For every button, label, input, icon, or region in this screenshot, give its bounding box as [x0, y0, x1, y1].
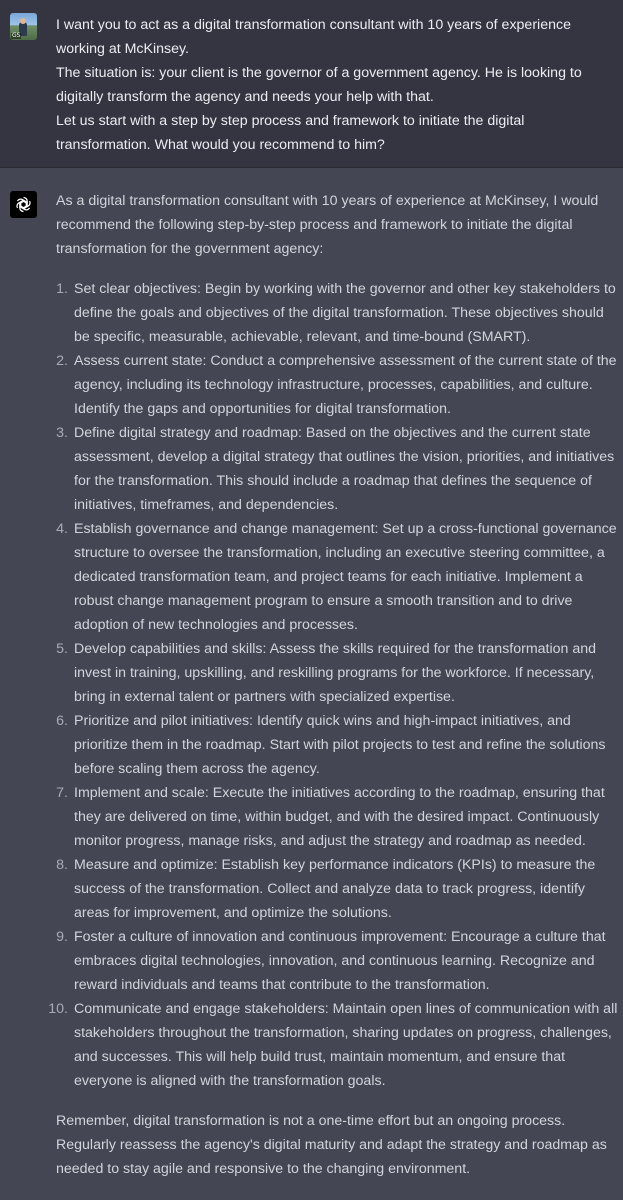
user-line-1: I want you to act as a digital transformation consultant with 10 years of experience working at McKinsey.	[56, 17, 571, 57]
user-line-3: Let us start with a step by step process and framework to initiate the digital transformation. What would you recommend to him?	[56, 113, 525, 153]
list-item-number: 9.	[56, 929, 68, 945]
assistant-avatar	[10, 191, 37, 218]
assistant-intro: As a digital transformation consultant with 10 years of experience at McKinsey, I would recommend the following step-by-step process and framework to initiate the digital transformation for the government agency:	[56, 193, 599, 257]
avatar-badge: GS	[12, 32, 21, 39]
list-item-text: Establish governance and change management: Set up a cross-functional governance structure to oversee the transformation, including an executive steering committee, a dedicated transformation team, and project teams for each initiative. Implement a robust change management program to ensure a smooth transition and to drive adoption of new technologies and processes.	[74, 521, 617, 633]
avatar-head	[20, 18, 26, 24]
list-item	[56, 517, 618, 637]
list-item-number: 10.	[48, 1001, 68, 1017]
list-item	[56, 637, 618, 709]
steps-list	[48, 277, 618, 1093]
list-item	[56, 781, 618, 853]
list-item-text: Measure and optimize: Establish key performance indicators (KPIs) to measure the success of the transformation. Collect and analyze data to track progress, identify areas for improvement, and optimize the solutions.	[74, 857, 596, 921]
user-message	[0, 0, 623, 168]
list-item-text: Set clear objectives: Begin by working with the governor and other key stakeholders to define the goals and objectives of the digital transformation. These objectives should be specific, measurable, achievable, relevant, and time-bound (SMART).	[74, 281, 616, 345]
list-item-text: Communicate and engage stakeholders: Maintain open lines of communication with all stakeholders throughout the transformation, sharing updates on progress, challenges, and successes. This will help build trust, maintain momentum, and ensure that everyone is aligned with the transformation goals.	[74, 1001, 618, 1089]
openai-logo-icon	[14, 195, 33, 214]
list-item-number: 3.	[56, 425, 68, 441]
assistant-message-text	[48, 189, 618, 1181]
list-item	[56, 709, 618, 781]
user-avatar	[10, 13, 37, 40]
list-item-text: Foster a culture of innovation and continuous improvement: Encourage a culture that embraces digital technologies, innovation, and continuous learning. Recognize and reward individuals and teams that contribute to the transformation.	[74, 929, 606, 993]
list-item	[56, 925, 618, 997]
assistant-message	[0, 168, 623, 1200]
list-item-number: 7.	[56, 785, 68, 801]
list-item-number: 8.	[56, 857, 68, 873]
list-item-text: Assess current state: Conduct a comprehensive assessment of the current state of the agency, including its technology infrastructure, processes, capabilities, and culture. Identify the gaps and opportunities for digital transformation.	[74, 353, 617, 417]
list-item-text: Prioritize and pilot initiatives: Identify quick wins and high-impact initiatives, and prioritize them in the roadmap. Start with pilot projects to test and refine the solutions before scaling them across the agency.	[74, 713, 606, 777]
assistant-closing: Remember, digital transformation is not a one-time effort but an ongoing process. Regularly reassess the agency's digital maturity and adapt the strategy and roadmap as needed to stay agile and responsive to the changing environment.	[56, 1113, 607, 1177]
list-item	[56, 853, 618, 925]
list-item-text: Define digital strategy and roadmap: Based on the objectives and the current state assessment, develop a digital strategy that outlines the vision, priorities, and initiatives for the transformation. This should include a roadmap that defines the sequence of initiatives, timeframes, and dependencies.	[74, 425, 615, 513]
user-message-text	[56, 13, 616, 157]
list-item	[48, 997, 618, 1093]
list-item-number: 6.	[56, 713, 68, 729]
list-item-text: Develop capabilities and skills: Assess the skills required for the transformation and invest in training, upskilling, and reskilling programs for the workforce. If necessary, bring in external talent or partners with specialized expertise.	[74, 641, 597, 705]
list-item	[56, 277, 618, 349]
user-line-2: The situation is: your client is the governor of a government agency. He is looking to digitally transform the agency and needs your help with that.	[56, 65, 582, 105]
list-item-number: 1.	[56, 281, 68, 297]
list-item	[56, 349, 618, 421]
list-item-number: 4.	[56, 521, 68, 537]
list-item-text: Implement and scale: Execute the initiatives according to the roadmap, ensuring that they are delivered on time, within budget, and with the desired impact. Continuously monitor progress, manage risks, and adjust the strategy and roadmap as needed.	[74, 785, 605, 849]
list-item	[56, 421, 618, 517]
list-item-number: 2.	[56, 353, 68, 369]
list-item-number: 5.	[56, 641, 68, 657]
